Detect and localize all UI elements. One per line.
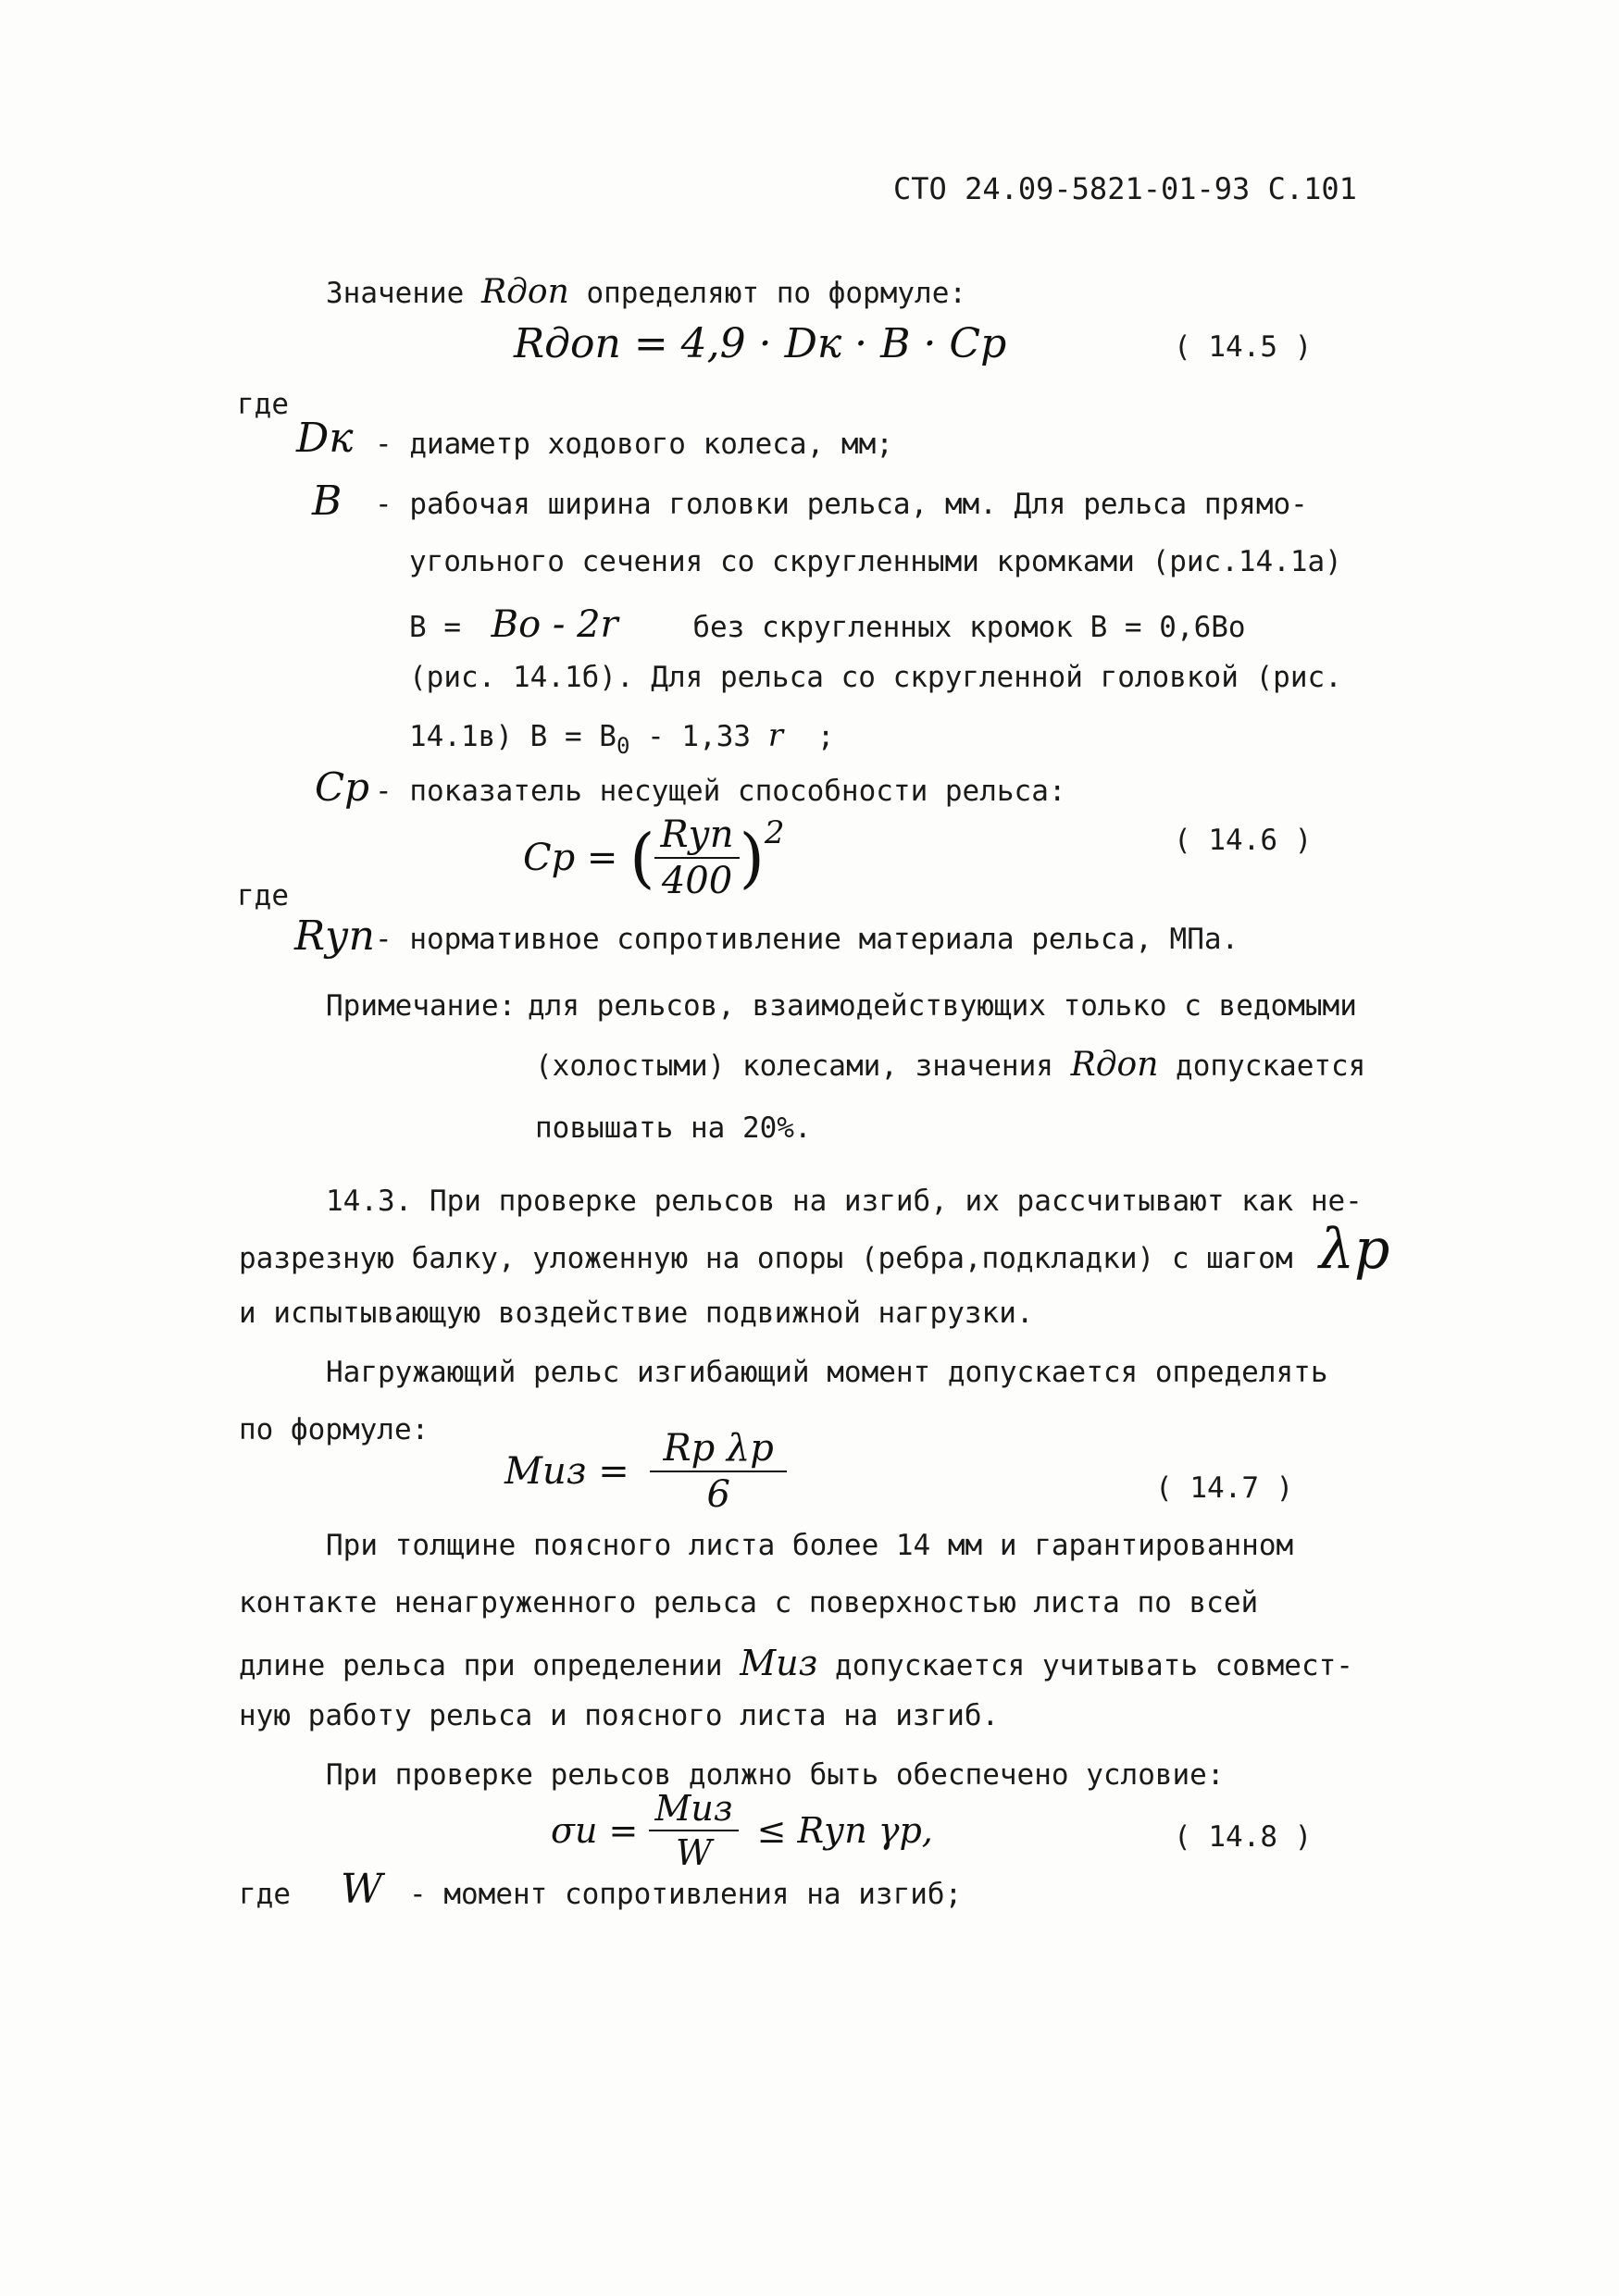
def-b-line-5: 14.1в) $B = B_0 - 1,33$ r ; [409, 717, 835, 759]
where-label-2: где [237, 879, 289, 912]
document-reference: СТО 24.09-5821-01-93 С.101 [893, 171, 1357, 206]
para-moment-line-2: по формуле: [239, 1413, 430, 1446]
note-label: Примечание: [326, 989, 517, 1023]
symbol-ryp: Rуп [294, 912, 375, 960]
para-moment-line-1: Нагружающий рельс изгибающий момент допускается определять [326, 1356, 1328, 1389]
formula-14-7: Mиз = $\frac{\text{Rр λр}}{6}$ [504, 1430, 787, 1513]
fraction-miz-w: $\frac{\text{Mиз}}{W}$ [649, 1791, 738, 1870]
formula-number-14-5: ( 14.5 ) [1174, 330, 1313, 364]
formula-number-14-6: ( 14.6 ) [1174, 824, 1313, 857]
def-cp: - показатель несущей способности рельса: [375, 775, 1066, 808]
para-14-3-line-3: и испытывающую воздействие подвижной нагрузки. [239, 1297, 1034, 1330]
def-b-line-4: (рис. 14.1б). Для рельса со скругленной головкой (рис. [409, 661, 1342, 694]
para-thickness-line-2: контакте ненагруженного рельса с поверхностью листа по всей [239, 1586, 1259, 1620]
formula-number-14-8: ( 14.8 ) [1174, 1820, 1313, 1854]
formula-b0-minus-2r: Bо - 2r [491, 603, 618, 646]
note-line-3: повышать на 20%. [535, 1111, 812, 1145]
fraction-moment: $\frac{\text{Rр λр}}{6}$ [650, 1430, 786, 1513]
def-b-line-1: - рабочая ширина головки рельса, мм. Для рельса прямо- [375, 488, 1308, 521]
where-label: где [237, 388, 289, 421]
def-dk: - диаметр ходового колеса, мм; [375, 428, 893, 461]
para-thickness-line-1: При толщине поясного листа более 14 мм и гарантированном [326, 1529, 1294, 1562]
para-check-line-1: При проверке рельсов должно быть обеспечено условие: [326, 1758, 1225, 1792]
fraction-ryp-400: $\frac{\text{Rуп}}{400}$ [654, 816, 739, 900]
note-line-1: для рельсов, взаимодействующих только с ведомыми [528, 989, 1357, 1023]
symbol-b: B [312, 478, 342, 525]
symbol-w: W [341, 1866, 383, 1913]
def-ryp: - нормативное сопротивление материала рельса, МПа. [375, 923, 1239, 956]
intro-line: Значение Rдоп определяют по формуле: [326, 273, 967, 311]
para-thickness-line-3: длине рельса при определении Mиз допускается учитывать совмест- [239, 1643, 1353, 1683]
formula-14-5: Rдоп = 4,9 · Dк · B · Cр [514, 320, 1007, 367]
def-b-line-3: B = Bо - 2r без скругленных кромок B = 0,6Bо [409, 603, 1246, 646]
para-14-3-line-2: разрезную балку, уложенную на опоры (ребра,подкладки) с шагом [239, 1242, 1293, 1275]
symbol-rdop-2: Rдоп [1070, 1046, 1159, 1084]
para-14-3-line-1: 14.3. При проверке рельсов на изгиб, их рассчитывают как не- [326, 1185, 1363, 1218]
symbol-cp: Cр [315, 764, 370, 810]
formula-14-8: σи = $\frac{\text{Mиз}}{W}$ ≤ Rуп γр, [551, 1788, 933, 1873]
def-w: - момент сопротивления на изгиб; [409, 1878, 963, 1911]
para-thickness-line-4: ную работу рельса и поясного листа на изгиб. [239, 1699, 1000, 1732]
symbol-lambda-p: λр [1319, 1217, 1390, 1282]
formula-14-6: Cр = ( $\frac{\text{Rуп}}{400}$ )$^2$ [523, 813, 785, 902]
symbol-rdop: Rдоп [480, 273, 569, 311]
where-label-3: где [239, 1878, 291, 1911]
def-b-line-2: угольного сечения со скругленными кромками (рис.14.1а) [409, 545, 1342, 578]
note-line-2: (холостыми) колесами, значения Rдоп допускается [535, 1046, 1366, 1084]
symbol-miz: Mиз [740, 1643, 818, 1683]
formula-number-14-7: ( 14.7 ) [1155, 1471, 1294, 1505]
symbol-dk: Dк [296, 415, 354, 462]
